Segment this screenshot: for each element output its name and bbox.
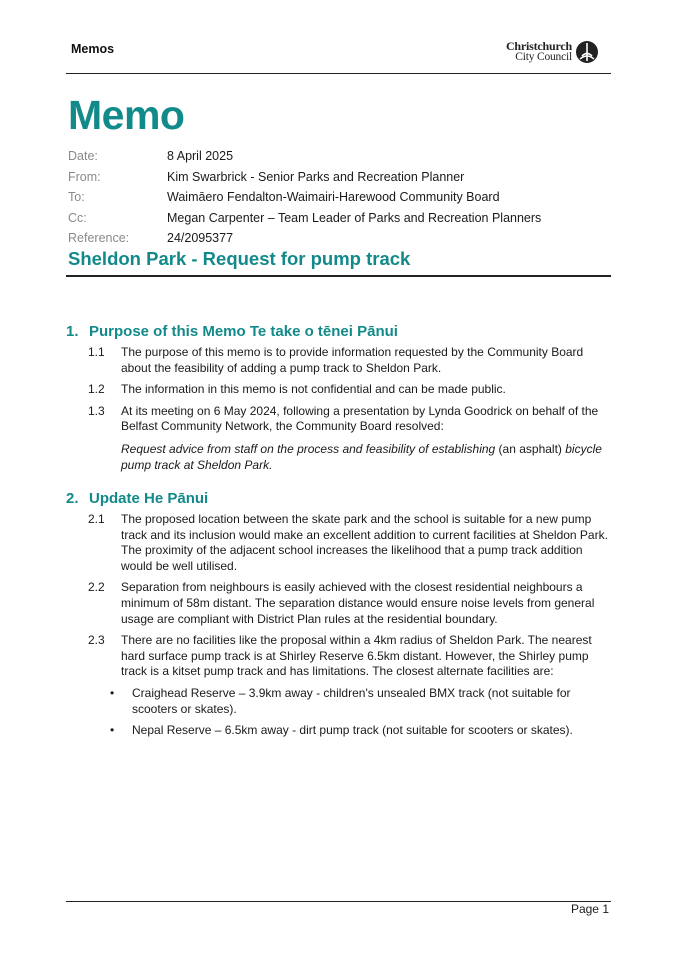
section-title: Update He Pānui xyxy=(89,490,209,507)
section-heading xyxy=(66,321,611,343)
paragraph-number: 1.1 xyxy=(88,345,105,359)
meta-label: Date: xyxy=(68,149,98,163)
logo-text xyxy=(506,41,572,63)
paragraph xyxy=(66,512,611,574)
meta-value: Kim Swarbrick - Senior Parks and Recreation Planner xyxy=(167,169,465,184)
paragraph-text: The information in this memo is not confidential and can be made public. xyxy=(121,382,506,397)
paragraph-text: The proposed location between the skate park and the school is suitable for a new pump track and its inclusion would make an excellent addition to current facilities at Sheldon Park. The proximity of the adjacent school increases the likelihood that a pump track addition would be well utilised. xyxy=(121,512,608,573)
paragraph xyxy=(66,404,611,435)
page-number: Page 1 xyxy=(570,902,609,916)
meta-row-to xyxy=(68,187,608,208)
page-header xyxy=(66,38,611,74)
section-update xyxy=(66,488,611,739)
page-title: Memo xyxy=(68,92,185,138)
paragraph-text: There are no facilities like the proposal within a 4km radius of Sheldon Park. The nearest hard surface pump track is at Shirley Reserve 6.5km distant. However, the Shirley pump track is a kitset pump track and has limitations. The closest alternate facilities are: xyxy=(121,633,592,679)
paragraph xyxy=(66,580,611,627)
quote-part: bicycle pump track at Sheldon Park. xyxy=(121,441,602,472)
paragraph-number: 2.1 xyxy=(88,512,105,526)
logo-line2: City Council xyxy=(515,51,572,63)
section-title: Purpose of this Memo Te take o tēnei Pānui xyxy=(89,323,398,340)
header-label: Memos xyxy=(71,42,115,56)
bullet-icon: • xyxy=(110,685,115,700)
meta-row-reference xyxy=(68,228,608,249)
page-footer xyxy=(66,901,611,916)
meta-value: Waimāero Fendalton-Waimairi-Harewood Community Board xyxy=(167,190,500,204)
meta-row-date xyxy=(68,146,608,167)
meta-value: Megan Carpenter – Team Leader of Parks and Recreation Planners xyxy=(167,210,542,225)
meta-label: Reference: xyxy=(68,231,130,245)
paragraph-text: Separation from neighbours is easily achieved with the closest residential neighbours a minimum of 58m distant. The separation distance would ensure noise levels from general usage are compliant with District Plan rules at the residential boundary. xyxy=(121,580,595,626)
quote-part: Request advice from staff on the process and feasibility of establishing xyxy=(121,441,496,456)
paragraph-text: The purpose of this memo is to provide information requested by the Community Board about the feasibility of adding a pump track to Sheldon Park. xyxy=(121,345,584,375)
section-number: 1. xyxy=(66,323,79,340)
paragraph-number: 1.2 xyxy=(88,382,105,397)
paragraph-number: 2.3 xyxy=(88,633,105,648)
bullet-icon: • xyxy=(110,723,115,738)
meta-label: Cc: xyxy=(68,210,87,225)
section-number: 2. xyxy=(66,490,79,507)
meta-value: 8 April 2025 xyxy=(167,149,234,163)
bullet-text: Craighead Reserve – 3.9km away - children's unsealed BMX track (not suitable for scooters or skates). xyxy=(132,685,571,716)
bullet-text: Nepal Reserve – 6.5km away - dirt pump track (not suitable for scooters or skates). xyxy=(132,723,573,738)
council-logo xyxy=(506,40,599,64)
meta-row-cc xyxy=(68,208,608,229)
section-purpose xyxy=(66,321,611,473)
meta-value: 24/2095377 xyxy=(167,231,234,245)
meta-label: From: xyxy=(68,169,101,184)
paragraph xyxy=(66,345,611,376)
paragraph xyxy=(66,633,611,680)
resolution-quote xyxy=(66,442,611,473)
logo-line1: Christchurch xyxy=(505,39,572,53)
paragraph-number: 1.3 xyxy=(88,403,105,418)
memo-subject xyxy=(66,248,611,277)
quote-part: (an asphalt) xyxy=(495,441,566,456)
paragraph xyxy=(66,382,611,398)
section-heading xyxy=(66,488,611,510)
list-item xyxy=(66,686,611,717)
meta-label: To: xyxy=(68,190,85,204)
meta-row-from xyxy=(68,167,608,188)
list-item xyxy=(66,723,611,739)
paragraph-number: 2.2 xyxy=(88,580,105,595)
cathedral-logo-icon xyxy=(575,40,599,64)
paragraph-text: At its meeting on 6 May 2024, following a presentation by Lynda Goodrick on behalf of the Belfast Community Network, the Community Board resolved: xyxy=(121,403,599,434)
subject-heading: Sheldon Park - Request for pump track xyxy=(68,248,411,269)
memo-metadata xyxy=(68,146,608,249)
